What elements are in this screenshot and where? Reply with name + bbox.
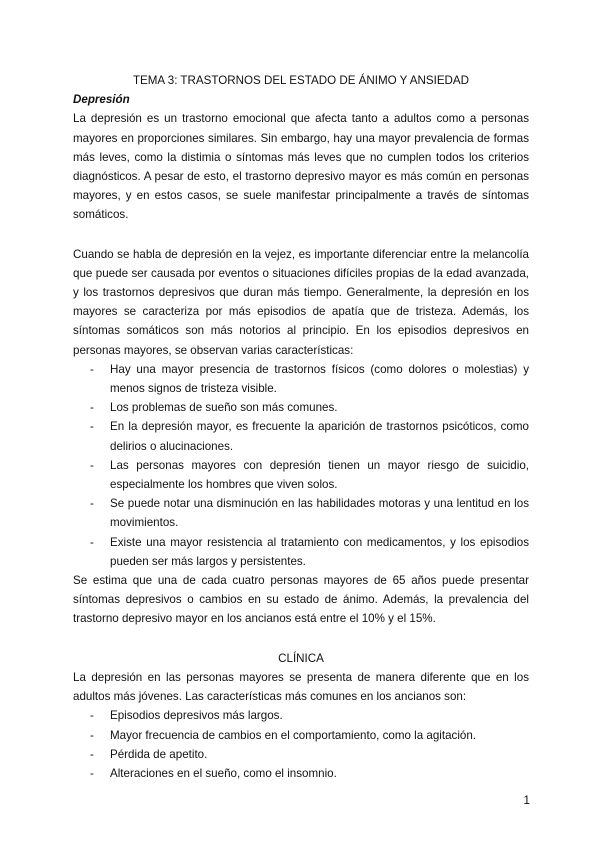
list-item bbox=[73, 764, 529, 783]
paragraph-prevalence: Se estima que una de cada cuatro personas mayores de 65 años puede presentar síntomas depresivos o cambios en su estado de ánimo. Además, la prevalencia del trastorno depresivo mayor en los ancianos está entre el 10% y el 15%. bbox=[73, 574, 529, 626]
list-item bbox=[73, 398, 529, 417]
list-item-text: Episodios depresivos más largos. bbox=[110, 709, 283, 723]
list-item bbox=[73, 533, 529, 571]
document-title: TEMA 3: TRASTORNOS DEL ESTADO DE ÁNIMO Y ANSIEDAD bbox=[132, 74, 470, 87]
list-item-text: Alteraciones en el sueño, como el insomnio. bbox=[110, 766, 337, 780]
section-spacer bbox=[73, 629, 529, 649]
paragraph-spacer bbox=[73, 225, 529, 245]
characteristics-list bbox=[73, 360, 529, 571]
list-item bbox=[73, 456, 529, 494]
list-item-text: Existe una mayor resistencia al tratamiento con medicamentos, y los episodios pueden ser más largos y persistentes. bbox=[110, 535, 529, 568]
page-content bbox=[73, 71, 529, 783]
list-item bbox=[73, 726, 529, 745]
bullet-dash: - bbox=[90, 766, 94, 780]
bullet-dash: - bbox=[90, 535, 94, 549]
bullet-dash: - bbox=[90, 497, 94, 511]
list-item bbox=[73, 706, 529, 725]
page-number: 1 bbox=[523, 794, 530, 807]
list-item-text: Hay una mayor presencia de trastornos físicos (como dolores o molestias) y menos signos de tristeza visible. bbox=[110, 362, 529, 396]
list-item-text: Mayor frecuencia de cambios en el comportamiento, como la agitación. bbox=[110, 728, 477, 742]
list-item-text: Las personas mayores con depresión tienen un mayor riesgo de suicidio, especialmente los hombres que viven solos. bbox=[110, 458, 529, 492]
bullet-dash: - bbox=[90, 458, 94, 472]
list-item-text: En la depresión mayor, es frecuente la aparición de trastornos psicóticos, como delirios o alucinaciones. bbox=[110, 420, 529, 453]
section-heading-depresion: Depresión bbox=[73, 93, 130, 107]
bullet-dash: - bbox=[90, 420, 94, 434]
paragraph-clinica-intro: La depresión en las personas mayores se presenta de manera diferente que en los adultos más jóvenes. Las características más comunes en los ancianos son: bbox=[73, 670, 529, 704]
list-item-text: Los problemas de sueño son más comunes. bbox=[110, 401, 338, 415]
list-item-text: Pérdida de apetito. bbox=[110, 747, 208, 761]
bullet-dash: - bbox=[90, 362, 94, 376]
bullet-dash: - bbox=[90, 709, 94, 723]
bullet-dash: - bbox=[90, 401, 94, 415]
paragraph-vejez: Cuando se habla de depresión en la vejez, es importante diferenciar entre la melancolía que puede ser causada por eventos o situaciones difíciles propias de la edad avanzada, y los trastornos depresivos que duran más tiempo. Generalmente, la depresión en los mayores se caracteriza por más episodios de apatía que de tristeza. Además, los síntomas somáticos son más notorios al principio. En los episodios depresivos en personas mayores, se observan varias características: bbox=[73, 247, 529, 357]
list-item-text: Se puede notar una disminución en las habilidades motoras y una lentitud en los movimientos. bbox=[110, 497, 529, 530]
list-item bbox=[73, 745, 529, 764]
list-item bbox=[73, 360, 529, 398]
paragraph-intro: La depresión es un trastorno emocional que afecta tanto a adultos como a personas mayores en proporciones similares. Sin embargo, hay una mayor prevalencia de formas más leves, como la distimia o síntomas más leves que no cumplen todos los criterios diagnósticos. A pesar de esto, el trastorno depresivo mayor es más común en personas mayores, y en estos casos, se suele manifestar principalmente a través de síntomas somáticos. bbox=[73, 112, 529, 222]
section-heading-clinica: CLÍNICA bbox=[278, 651, 324, 665]
bullet-dash: - bbox=[90, 747, 94, 761]
clinica-list bbox=[73, 706, 529, 783]
bullet-dash: - bbox=[90, 728, 94, 742]
list-item bbox=[73, 494, 529, 532]
list-item bbox=[73, 417, 529, 455]
